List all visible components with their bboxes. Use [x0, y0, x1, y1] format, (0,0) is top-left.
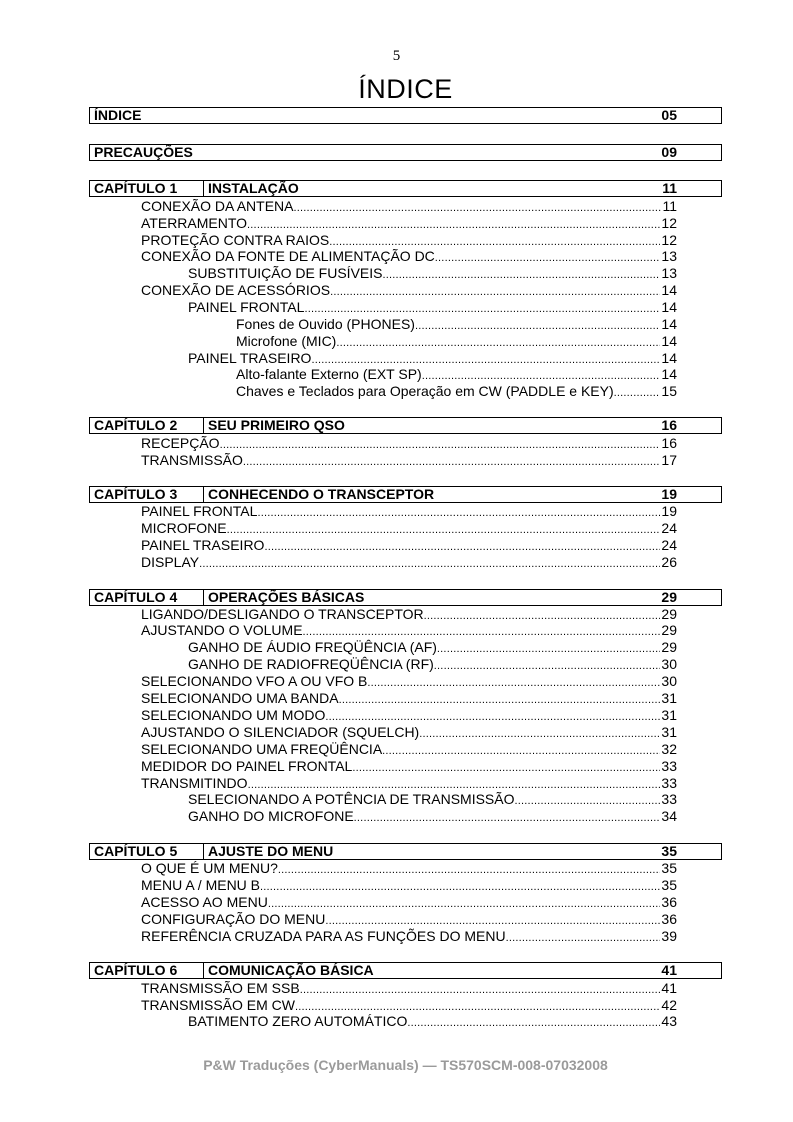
toc-entry [141, 860, 677, 877]
toc-entry-text: MICROFONE [141, 520, 227, 536]
section-page: 09 [661, 144, 677, 160]
toc-entry-page: 26 [661, 554, 677, 570]
page-title: ÍNDICE [358, 74, 453, 104]
toc-entry-page: 41 [661, 980, 677, 996]
chapter-label: CAPÍTULO 3 [94, 486, 178, 502]
chapter-title: OPERAÇÕES BÁSICAS [208, 589, 365, 605]
toc-entry-text: LIGANDO/DESLIGANDO O TRANSCEPTOR [141, 606, 424, 622]
chapter-heading-box [89, 486, 722, 503]
chapter-title: AJUSTE DO MENU [208, 843, 334, 859]
toc-entry-text: ACESSO AO MENU [141, 894, 268, 910]
toc-entry [188, 808, 677, 825]
toc-entry-page: 19 [661, 503, 677, 519]
chapter-divider [203, 962, 204, 979]
toc-entry-text: DISPLAY [141, 554, 200, 570]
toc-entry-text: SUBSTITUIÇÃO DE FUSÍVEIS [188, 265, 383, 281]
chapter-page: 19 [661, 486, 677, 502]
toc-entry-text: REFERÊNCIA CRUZADA PARA AS FUNÇÕES DO MENU [141, 928, 506, 944]
toc-entry-page: 31 [661, 707, 677, 723]
toc-entry [188, 299, 677, 316]
toc-entry [141, 503, 677, 520]
chapter-label: CAPÍTULO 1 [94, 180, 178, 196]
toc-entry-text: SELECIONANDO UMA BANDA [141, 690, 339, 706]
toc-entry-text: TRANSMISSÃO EM SSB [141, 980, 300, 996]
toc-entry [141, 911, 677, 928]
chapter-divider [203, 180, 204, 197]
chapter-divider [203, 486, 204, 503]
page-number: 5 [392, 48, 401, 64]
chapter-heading-box [89, 180, 722, 197]
toc-entry-page: 11 [662, 198, 677, 214]
toc-entry-page: 14 [661, 316, 677, 332]
toc-entry [141, 775, 677, 792]
chapter-title: INSTALAÇÃO [208, 180, 299, 196]
toc-entry-text: CONEXÃO DA ANTENA [141, 198, 294, 214]
toc-entry-text: AJUSTANDO O SILENCIADOR (SQUELCH) [141, 724, 420, 740]
toc-entry-page: 13 [661, 248, 677, 264]
toc-entry [141, 520, 677, 537]
chapter-label: CAPÍTULO 2 [94, 417, 178, 433]
toc-entry [188, 791, 677, 808]
chapter-title: SEU PRIMEIRO QSO [208, 417, 345, 433]
toc-entry [141, 894, 677, 911]
toc-entry [188, 1013, 677, 1030]
toc-entry-page: 16 [661, 435, 677, 451]
toc-entry [141, 707, 677, 724]
toc-entry-page: 30 [661, 656, 677, 672]
footer-text: P&W Traduções (CyberManuals) — TS570SCM-008-07032008 [203, 1057, 608, 1073]
toc-entry-text: GANHO DO MICROFONE [188, 808, 354, 824]
toc-entry [141, 673, 677, 690]
toc-entry [141, 980, 677, 997]
toc-entry-text: SELECIONANDO UMA FREQÜÊNCIA [141, 741, 383, 757]
toc-entry-page: 24 [661, 537, 677, 553]
chapter-title: CONHECENDO O TRANSCEPTOR [208, 486, 435, 502]
toc-entry-page: 33 [661, 758, 677, 774]
toc-entry-page: 39 [661, 928, 677, 944]
toc-entry-text: SELECIONANDO A POTÊNCIA DE TRANSMISSÃO [188, 791, 515, 807]
dot-leader [199, 556, 660, 573]
toc-entry [141, 215, 677, 232]
chapter-page: 35 [661, 843, 677, 859]
chapter-label: CAPÍTULO 6 [94, 962, 178, 978]
toc-entry [188, 350, 677, 367]
toc-entry-text: PAINEL FRONTAL [141, 503, 258, 519]
toc-entry-text: PAINEL TRASEIRO [141, 537, 265, 553]
chapter-heading-box [89, 962, 722, 979]
toc-entry-page: 29 [661, 622, 677, 638]
toc-entry-page: 14 [661, 366, 677, 382]
toc-entry-text: AJUSTANDO O VOLUME [141, 622, 303, 638]
section-label: PRECAUÇÕES [94, 144, 193, 160]
toc-entry-page: 33 [661, 775, 677, 791]
chapter-label: CAPÍTULO 4 [94, 589, 178, 605]
toc-entry-page: 15 [661, 383, 677, 399]
toc-entry-text: Chaves e Teclados para Operação em CW (PADDLE e KEY) [236, 383, 614, 399]
toc-entry-page: 43 [661, 1013, 677, 1029]
toc-entry [141, 198, 677, 215]
toc-entry-text: TRANSMITINDO [141, 775, 248, 791]
toc-entry [141, 435, 677, 452]
toc-entry [141, 554, 677, 571]
toc-entry-text: ATERRAMENTO [141, 215, 248, 231]
toc-entry-page: 42 [661, 997, 677, 1013]
toc-entry-text: GANHO DE ÁUDIO FREQÜÊNCIA (AF) [188, 639, 437, 655]
chapter-page: 41 [661, 962, 677, 978]
dot-leader [506, 930, 661, 947]
toc-entry-page: 36 [661, 911, 677, 927]
toc-entry-text: Fones de Ouvido (PHONES) [236, 316, 415, 332]
toc-entry-text: GANHO DE RADIOFREQÜÊNCIA (RF) [188, 656, 434, 672]
section-heading-box [89, 144, 722, 161]
toc-entry-text: CONFIGURAÇÃO DO MENU [141, 911, 326, 927]
toc-entry [141, 997, 677, 1014]
toc-entry [188, 656, 677, 673]
toc-entry [141, 741, 677, 758]
toc-entry [141, 622, 677, 639]
toc-entry-text: Alto-falante Externo (EXT SP) [236, 366, 422, 382]
chapter-divider [203, 843, 204, 860]
toc-entry-page: 35 [661, 877, 677, 893]
toc-entry [141, 248, 677, 265]
toc-entry [141, 928, 677, 945]
section-page: 05 [661, 107, 677, 123]
toc-entry [141, 232, 677, 249]
toc-entry-text: MEDIDOR DO PAINEL FRONTAL [141, 758, 353, 774]
section-label: ÍNDICE [94, 107, 142, 123]
toc-entry-text: CONEXÃO DA FONTE DE ALIMENTAÇÃO DC [141, 248, 435, 264]
toc-entry-text: PAINEL FRONTAL [188, 299, 305, 315]
dot-leader [407, 1015, 660, 1032]
toc-entry-text: TRANSMISSÃO EM CW [141, 997, 296, 1013]
toc-entry-page: 33 [661, 791, 677, 807]
toc-entry-text: O QUE É UM MENU? [141, 860, 278, 876]
toc-entry-page: 34 [661, 808, 677, 824]
toc-entry-page: 12 [661, 215, 677, 231]
chapter-page: 16 [661, 417, 677, 433]
toc-entry-text: PROTEÇÃO CONTRA RAIOS [141, 232, 330, 248]
toc-entry-text: Microfone (MIC) [236, 333, 337, 349]
toc-entry-text: RECEPÇÃO [141, 435, 220, 451]
toc-entry-text: SELECIONANDO UM MODO [141, 707, 326, 723]
dot-leader [354, 810, 661, 827]
toc-entry [236, 383, 677, 400]
toc-entry-page: 14 [661, 282, 677, 298]
toc-entry-page: 31 [661, 690, 677, 706]
toc-entry-page: 24 [661, 520, 677, 536]
toc-entry-page: 29 [661, 639, 677, 655]
chapter-page: 29 [661, 589, 677, 605]
toc-entry [188, 639, 677, 656]
chapter-label: CAPÍTULO 5 [94, 843, 178, 859]
chapter-heading-box [89, 589, 722, 606]
chapter-heading-box [89, 843, 722, 860]
toc-entry-page: 32 [661, 741, 677, 757]
toc-entry-text: CONEXÃO DE ACESSÓRIOS [141, 282, 331, 298]
chapter-divider [203, 589, 204, 606]
chapter-page: 11 [662, 180, 677, 196]
toc-entry [141, 724, 677, 741]
toc-entry-page: 31 [661, 724, 677, 740]
toc-entry-text: BATIMENTO ZERO AUTOMÁTICO [188, 1013, 408, 1029]
section-heading-box [89, 107, 722, 124]
chapter-heading-box [89, 417, 722, 434]
toc-entry-page: 13 [661, 265, 677, 281]
chapter-divider [203, 417, 204, 434]
chapter-title: COMUNICAÇÃO BÁSICA [208, 962, 374, 978]
toc-entry [236, 333, 677, 350]
toc-entry [141, 282, 677, 299]
toc-entry [141, 452, 677, 469]
dot-leader [614, 385, 661, 402]
toc-entry-page: 14 [661, 350, 677, 366]
toc-entry-page: 29 [661, 606, 677, 622]
toc-entry [141, 606, 677, 623]
toc-entry-page: 36 [661, 894, 677, 910]
toc-entry [188, 265, 677, 282]
toc-entry-text: PAINEL TRASEIRO [188, 350, 312, 366]
toc-entry-page: 14 [661, 333, 677, 349]
toc-entry-page: 17 [661, 452, 677, 468]
toc-entry [236, 366, 677, 383]
toc-entry [141, 537, 677, 554]
toc-entry-page: 12 [661, 232, 677, 248]
toc-entry-text: MENU A / MENU B [141, 877, 261, 893]
toc-entry-page: 30 [661, 673, 677, 689]
toc-entry-text: SELECIONANDO VFO A OU VFO B [141, 673, 368, 689]
toc-entry [141, 877, 677, 894]
toc-entry [141, 690, 677, 707]
toc-entry [236, 316, 677, 333]
dot-leader [243, 454, 661, 471]
toc-entry-text: TRANSMISSÃO [141, 452, 243, 468]
toc-entry [141, 758, 677, 775]
toc-entry-page: 14 [661, 299, 677, 315]
toc-entry-page: 35 [661, 860, 677, 876]
